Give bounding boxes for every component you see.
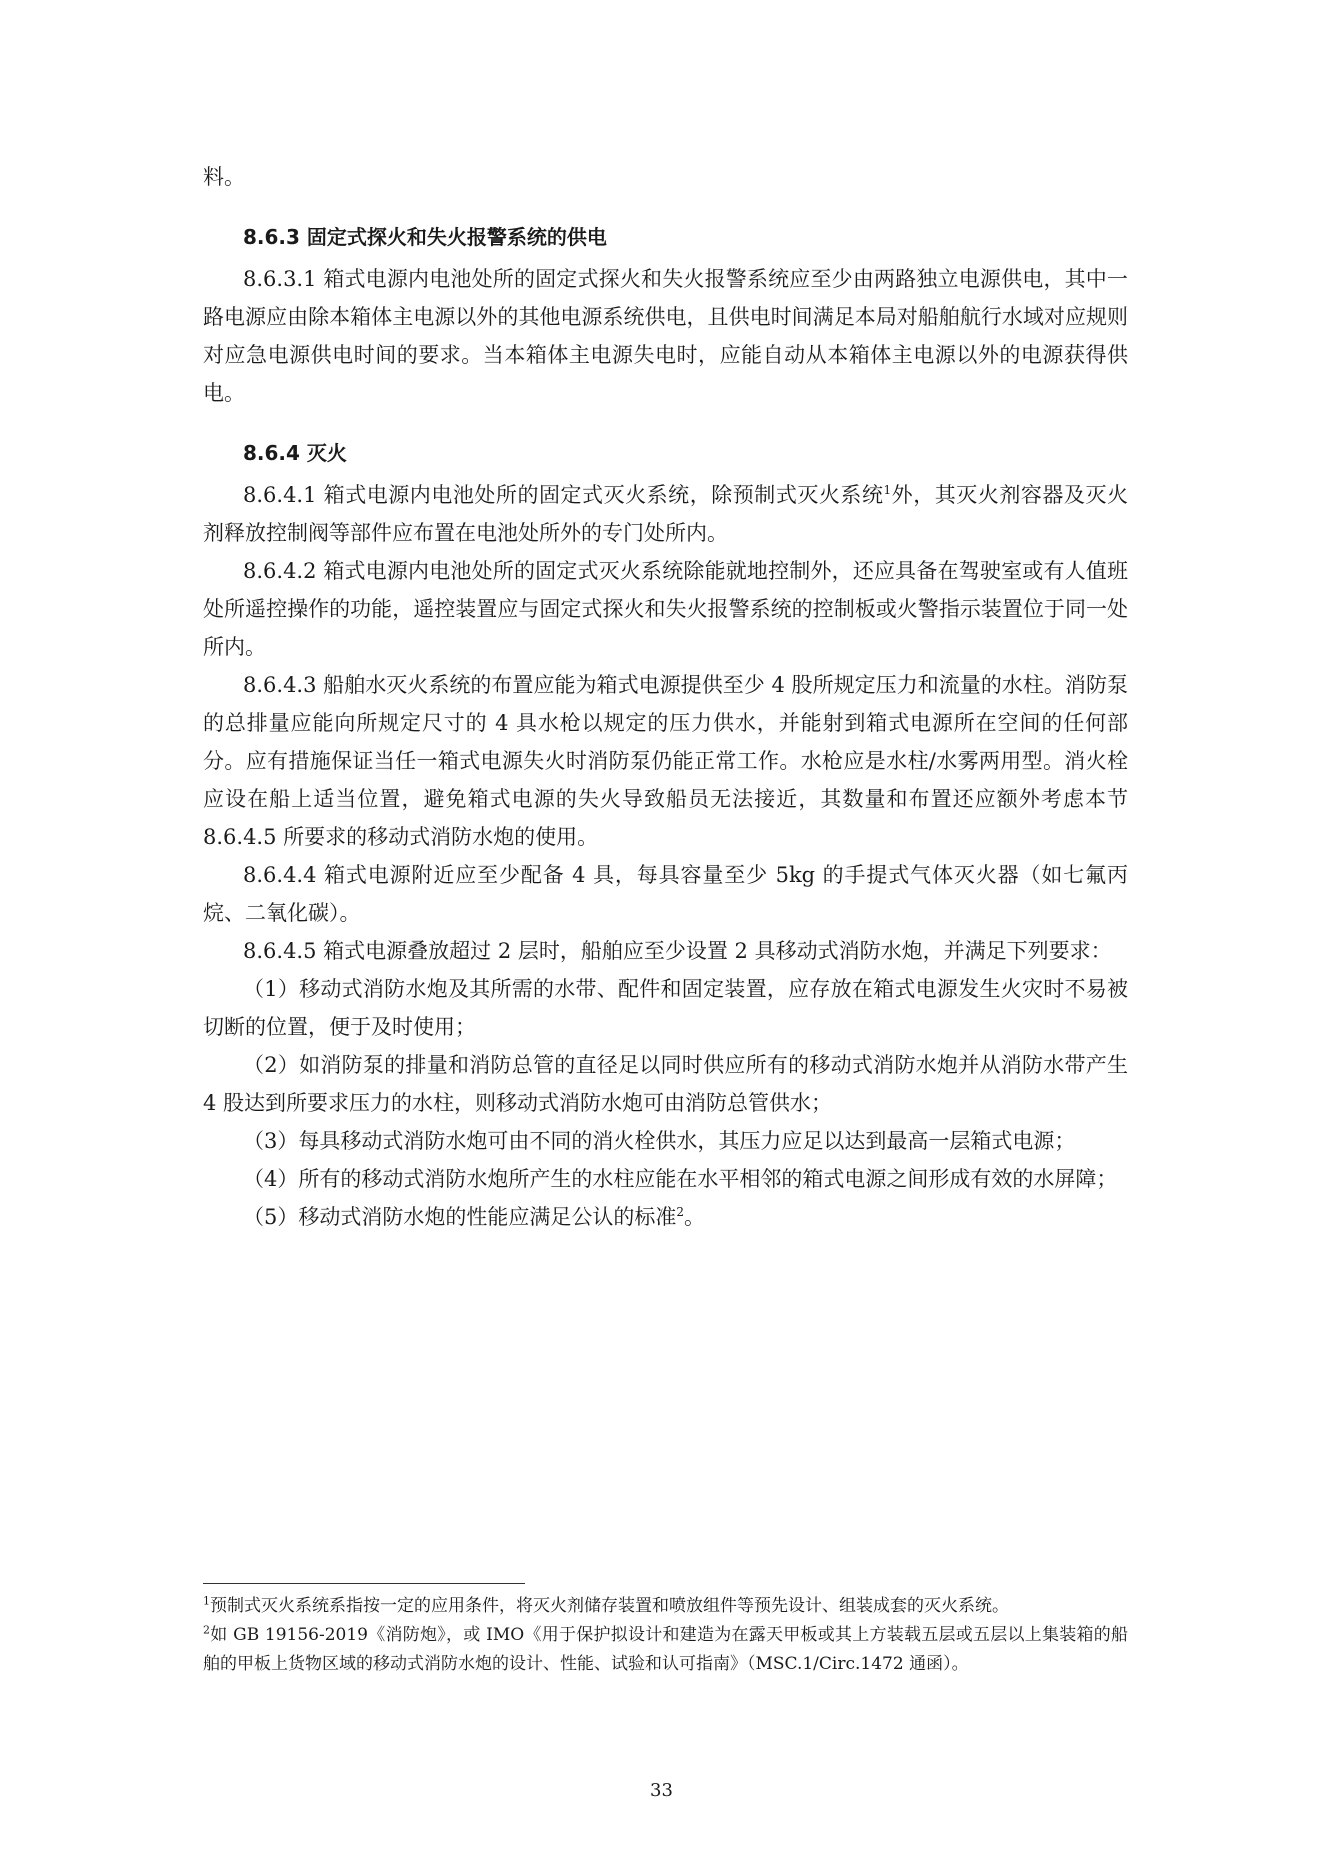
list-item-5-part-b: 。 bbox=[684, 1205, 705, 1229]
footnote-divider bbox=[203, 1583, 525, 1584]
list-item-5-part-a: （5）移动式消防水炮的性能应满足公认的标准 bbox=[243, 1205, 677, 1229]
continuation-text: 料。 bbox=[203, 165, 245, 189]
list-item: （2）如消防泵的排量和消防总管的直径足以同时供应所有的移动式消防水炮并从消防水带产生 4 股达到所要求压力的水柱，则移动式消防水炮可由消防总管供水； bbox=[203, 1053, 1128, 1115]
footnote-1-text: 预制式灭火系统系指按一定的应用条件，将灭火剂储存装置和喷放组件等预先设计、组装成套的灭火系统。 bbox=[210, 1596, 1009, 1616]
paragraph-8-6-3-1: 8.6.3.1 箱式电源内电池处所的固定式探火和失火报警系统应至少由两路独立电源供电，其中一路电源应由除本箱体主电源以外的其他电源系统供电，且供电时间满足本局对船舶航行水域对应规则对应急电源供电时间的要求。当本箱体主电源失电时，应能自动从本箱体主电源以外的电源获得供电。 bbox=[203, 267, 1128, 405]
paragraph-8-6-4-5: 8.6.4.5 箱式电源叠放超过 2 层时，船舶应至少设置 2 具移动式消防水炮，并满足下列要求： bbox=[243, 939, 1112, 963]
footnotes bbox=[203, 1592, 1128, 1679]
list-item: （1）移动式消防水炮及其所需的水带、配件和固定装置，应存放在箱式电源发生火灾时不易被切断的位置，便于及时使用； bbox=[203, 977, 1128, 1039]
section-heading-8-6-4: 8.6.4 灭火 bbox=[243, 441, 347, 465]
list-item: （3）每具移动式消防水炮可由不同的消火栓供水，其压力应足以达到最高一层箱式电源； bbox=[243, 1129, 1076, 1153]
paragraph-8-6-4-3: 8.6.4.3 船舶水灭火系统的布置应能为箱式电源提供至少 4 股所规定压力和流量的水柱。消防泵的总排量应能向所规定尺寸的 4 具水枪以规定的压力供水，并能射到箱式电源所在空间的任何部分。应有措施保证当任一箱式电源失火时消防泵仍能正常工作。水枪应是水柱/水雾两用型。消火栓应设在船上适当位置，避免箱式电源的失火导致船员无法接近，其数量和布置还应额外考虑本节 8.6.4.5 所要求的移动式消防水炮的使用。 bbox=[203, 673, 1128, 849]
list-item bbox=[203, 1198, 1128, 1236]
footnote-1-marker: 1 bbox=[203, 1594, 210, 1608]
paragraph-8-6-4-4: 8.6.4.4 箱式电源附近应至少配备 4 具，每具容量至少 5kg 的手提式气体灭火器（如七氟丙烷、二氧化碳）。 bbox=[203, 863, 1128, 925]
list-item: （4）所有的移动式消防水炮所产生的水柱应能在水平相邻的箱式电源之间形成有效的水屏障； bbox=[243, 1167, 1118, 1191]
page-body bbox=[203, 158, 1128, 1236]
section-heading-8-6-3: 8.6.3 固定式探火和失火报警系统的供电 bbox=[243, 225, 607, 249]
footnote-2-marker: 2 bbox=[203, 1623, 210, 1637]
footnote-2-text: 如 GB 19156-2019《消防炮》，或 IMO《用于保护拟设计和建造为在露天甲板或其上方装载五层或五层以上集装箱的船舶的甲板上货物区域的移动式消防水炮的设计、性能、试验和认可指南》（MSC.1/Circ.1472 通函）。 bbox=[203, 1625, 1128, 1674]
paragraph-8-6-4-1-part-a: 8.6.4.1 箱式电源内电池处所的固定式灭火系统，除预制式灭火系统 bbox=[243, 483, 884, 507]
paragraph-8-6-4-2: 8.6.4.2 箱式电源内电池处所的固定式灭火系统除能就地控制外，还应具备在驾驶室或有人值班处所遥控操作的功能，遥控装置应与固定式探火和失火报警系统的控制板或火警指示装置位于同一处所内。 bbox=[203, 559, 1128, 659]
paragraph-8-6-4-1 bbox=[203, 476, 1128, 552]
page-number: 33 bbox=[650, 1780, 673, 1801]
footnote-ref-2: 2 bbox=[676, 1205, 684, 1219]
footnote-2 bbox=[203, 1621, 1128, 1679]
footnote-1 bbox=[203, 1592, 1128, 1621]
footnote-ref-1: 1 bbox=[883, 483, 892, 497]
paragraph-8-6-4-1-part-b: 外，其灭火剂容器及灭火剂释放控制阀等部件应布置在电池处所外的专门处所内。 bbox=[203, 483, 1128, 545]
